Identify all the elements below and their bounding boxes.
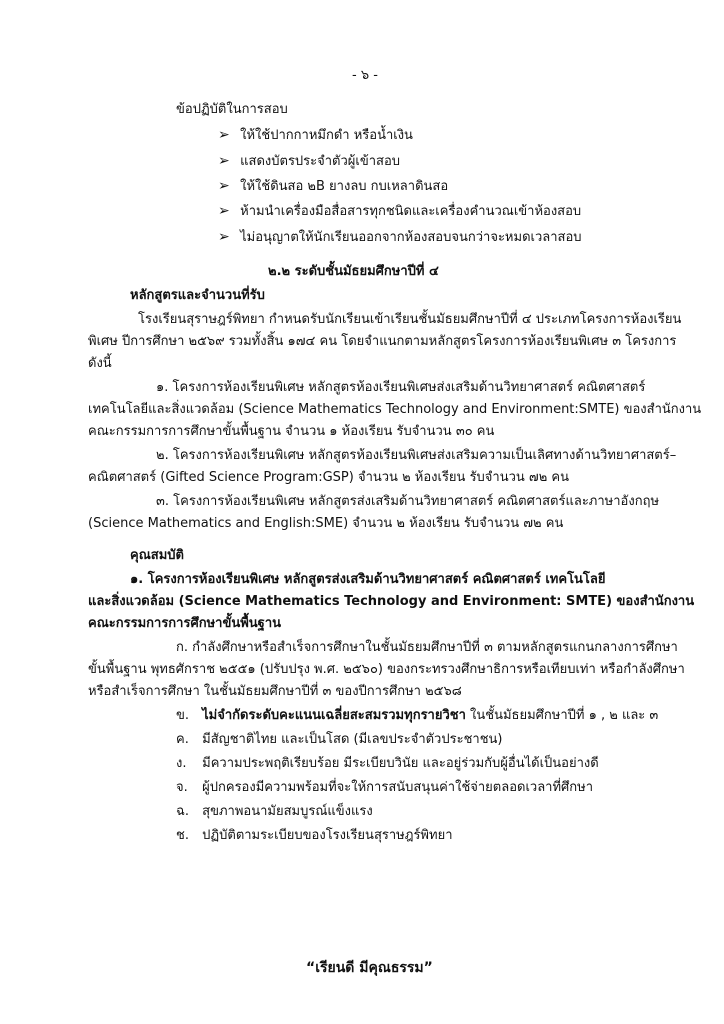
exam-rule-item: ➢ ให้ใช้ดินสอ ๒B ยางลบ กบเหลาดินสอ [218, 175, 448, 197]
qualification-item: จ. ผู้ปกครองมีความพร้อมที่จะให้การสนับสนุนค่าใช้จ่ายตลอดเวลาที่ศึกษา [176, 780, 594, 795]
program-title-line: คณะกรรมการการศึกษาขั้นพื้นฐาน [88, 616, 282, 631]
arrow-bullet-icon: ➢ [218, 229, 230, 245]
qualification-item: ช. ปฏิบัติตามระเบียบของโรงเรียนสุราษฎร์พิทยา [176, 828, 453, 843]
program-line: ๑. โครงการห้องเรียนพิเศษ หลักสูตรห้องเรียนพิเศษส่งเสริมด้านวิทยาศาสตร์ คณิตศาสตร์ [156, 380, 646, 395]
program-line: (Science Mathematics and English:SME) จำนวน ๒ ห้องเรียน รับจำนวน ๗๒ คน [88, 516, 564, 531]
program-line: ๒. โครงการห้องเรียนพิเศษ หลักสูตรห้องเรียนพิเศษส่งเสริมความเป็นเลิศทางด้านวิทยาศาสตร์– [156, 448, 677, 463]
exam-rule-item: ➢ ห้ามนำเครื่องมือสื่อสารทุกชนิดและเครื่องคำนวณเข้าห้องสอบ [218, 200, 581, 222]
intro-line: ดังนี้ [88, 356, 112, 371]
qualification-line: หรือสำเร็จการศึกษา ในชั้นมัธยมศึกษาปีที่ ๓ ของปีการศึกษา ๒๕๖๘ [88, 684, 462, 699]
arrow-bullet-icon: ➢ [218, 153, 230, 169]
qualification-line: ก. กำลังศึกษาหรือสำเร็จการศึกษาในชั้นมัธยมศึกษาปีที่ ๓ ตามหลักสูตรแกนกลางการศึกษา [176, 640, 678, 655]
exam-rule-item: ➢ แสดงบัตรประจำตัวผู้เข้าสอบ [218, 150, 400, 172]
arrow-bullet-icon: ➢ [218, 127, 230, 143]
qualification-line: ขั้นพื้นฐาน พุทธศักราช ๒๕๕๑ (ปรับปรุง พ.ศ. ๒๕๖๐) ของกระทรวงศึกษาธิการหรือเทียบเท่า หรือกำลังศึกษา [88, 662, 685, 677]
section-title: ๒.๒ ระดับชั้นมัธยมศึกษาปีที่ ๔ [268, 264, 439, 279]
intro-line: โรงเรียนสุราษฎร์พิทยา กำหนดรับนักเรียนเข้าเรียนชั้นมัธยมศึกษาปีที่ ๔ ประเภทโครงการห้องเรียน [138, 312, 682, 327]
qualification-item: ฉ. สุขภาพอนามัยสมบูรณ์แข็งแรง [176, 804, 373, 819]
page-number: - ๖ - [352, 68, 378, 83]
arrow-bullet-icon: ➢ [218, 203, 230, 219]
qualification-item: ข. ไม่จำกัดระดับคะแนนเฉลี่ยสะสมรวมทุกรายวิชา ในชั้นมัธยมศึกษาปีที่ ๑ , ๒ และ ๓ [176, 708, 659, 723]
program-line: ๓. โครงการห้องเรียนพิเศษ หลักสูตรส่งเสริมด้านวิทยาศาสตร์ คณิตศาสตร์และภาษาอังกฤษ [156, 494, 660, 509]
footer-motto: “เรียนดี มีคุณธรรม” [306, 960, 433, 976]
program-line: คณะกรรมการการศึกษาขั้นพื้นฐาน จำนวน ๑ ห้องเรียน รับจำนวน ๓๐ คน [88, 424, 495, 439]
qualifications-heading: คุณสมบัติ [130, 548, 184, 563]
exam-rule-item: ➢ ให้ใช้ปากกาหมึกดำ หรือน้ำเงิน [218, 124, 413, 146]
program-line: เทคโนโลยีและสิ่งแวดล้อม (Science Mathematics Technology and Environment:SMTE) ของสำนักงาน [88, 402, 702, 417]
program-title-line: และสิ่งแวดล้อม (Science Mathematics Technology and Environment: SMTE) ของสำนักงาน [88, 594, 695, 609]
qualification-item: ง. มีความประพฤติเรียบร้อย มีระเบียบวินัย และอยู่ร่วมกับผู้อื่นได้เป็นอย่างดี [176, 756, 599, 771]
exam-rule-item: ➢ ไม่อนุญาตให้นักเรียนออกจากห้องสอบจนกว่าจะหมดเวลาสอบ [218, 226, 582, 248]
program-line: คณิตศาสตร์ (Gifted Science Program:GSP) จำนวน ๒ ห้องเรียน รับจำนวน ๗๒ คน [88, 470, 569, 485]
exam-rules-heading: ข้อปฏิบัติในการสอบ [176, 102, 288, 117]
intro-line: พิเศษ ปีการศึกษา ๒๕๖๙ รวมทั้งสิ้น ๑๗๔ คน โดยจำแนกตามหลักสูตรโครงการห้องเรียนพิเศษ ๓ โครงการ [88, 334, 677, 349]
arrow-bullet-icon: ➢ [218, 178, 230, 194]
program-title-line: ๑. โครงการห้องเรียนพิเศษ หลักสูตรส่งเสริมด้านวิทยาศาสตร์ คณิตศาสตร์ เทคโนโลยี [130, 572, 606, 587]
qualification-item: ค. มีสัญชาติไทย และเป็นโสด (มีเลขประจำตัวประชาชน) [176, 732, 503, 747]
curriculum-heading: หลักสูตรและจำนวนที่รับ [130, 288, 265, 303]
